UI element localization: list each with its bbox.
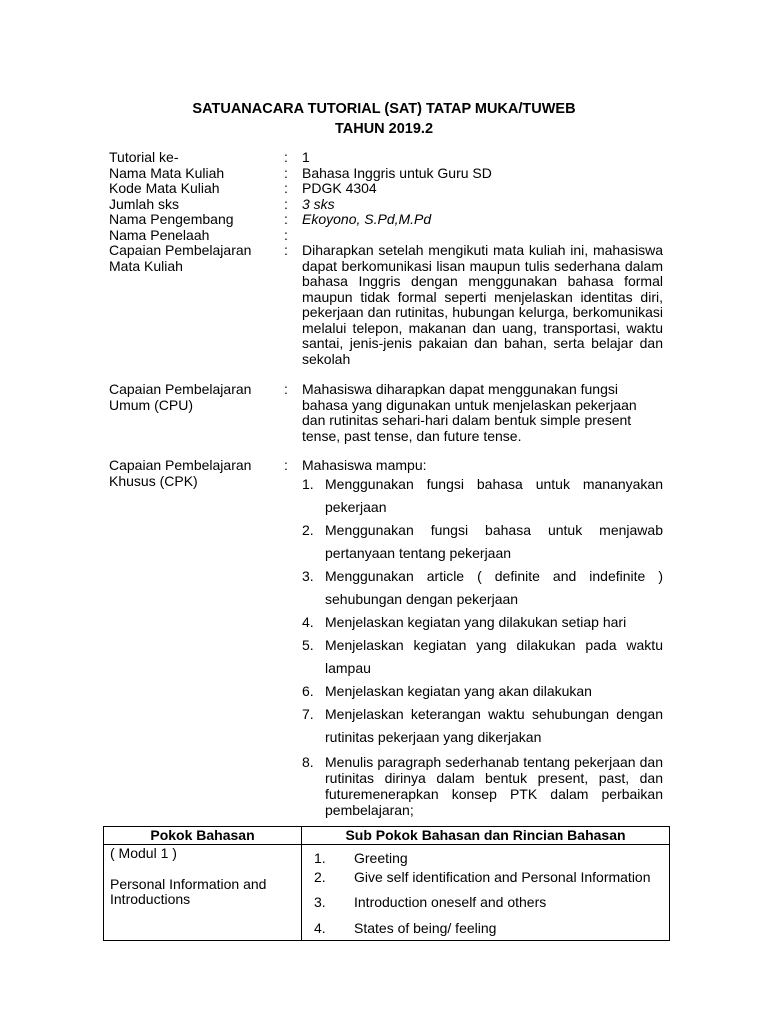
list-number: 1. bbox=[314, 850, 326, 866]
info-value: PDGK 4304 bbox=[302, 180, 377, 196]
colon: : bbox=[284, 211, 288, 227]
cpk-label-line2: Khusus (CPK) bbox=[109, 472, 198, 489]
list-number: 8. bbox=[302, 754, 314, 770]
list-text: Menjelaskan keterangan waktu sehubungan dengan rutinitas pekerjaan yang dikerjakan bbox=[325, 706, 663, 745]
table-row bbox=[104, 845, 670, 941]
document-year: TAHUN 2019.2 bbox=[334, 121, 434, 137]
colon: : bbox=[284, 242, 288, 258]
list-text: Menggunakan article ( definite and indefinite ) sehubungan dengan pekerjaan bbox=[325, 568, 663, 607]
info-value: 1 bbox=[302, 149, 310, 165]
list-text: Menjelaskan kegiatan yang dilakukan pada waktu lampau bbox=[325, 637, 663, 676]
info-value: 3 sks bbox=[302, 195, 335, 212]
table-header-pokok: Pokok Bahasan bbox=[104, 827, 302, 845]
list-item bbox=[302, 611, 663, 634]
info-label: Tutorial ke- bbox=[109, 149, 179, 165]
list-text: Menggunakan fungsi bahasa untuk mananyakan pekerjaan bbox=[325, 476, 663, 515]
cpmk-text: Diharapkan setelah mengikuti mata kuliah ini, mahasiswa dapat berkomunikasi lisan maupun tulis sederhana dalam bahasa Inggris dengan menggunakan bahasa formal maupun tidak formal seperti menjelaskan identitas diri, pekerjaan dan rutinitas, hubungan kelurga, berkomunikasi melalui telepon, makanan dan uang, transportasi, waktu santai, jenis-jenis pakaian dan bahan, serta belajar dan sekolah bbox=[302, 242, 663, 367]
document-title: SATUANACARA TUTORIAL (SAT) TATAP MUKA/TUWEB bbox=[192, 101, 576, 117]
info-label: Jumlah sks bbox=[109, 195, 180, 212]
list-number: 5. bbox=[302, 637, 314, 653]
list-item bbox=[302, 473, 663, 519]
list-number: 2. bbox=[314, 869, 326, 885]
info-label: Nama Penelaah bbox=[109, 226, 210, 243]
list-number: 1. bbox=[302, 476, 314, 492]
list-text: Introduction oneself and others bbox=[354, 894, 547, 910]
list-item bbox=[314, 894, 669, 910]
cpmk-label bbox=[109, 243, 281, 274]
info-value: Ekoyono, S.Pd,M.Pd bbox=[302, 211, 432, 227]
cpk-list bbox=[302, 473, 663, 818]
colon: : bbox=[284, 457, 288, 473]
colon: : bbox=[284, 381, 288, 397]
list-text: Menggunakan fungsi bahasa untuk menjawab pertanyaan tentang pekerjaan bbox=[325, 522, 663, 561]
info-label: Kode Mata Kuliah bbox=[109, 180, 220, 196]
list-number: 3. bbox=[314, 894, 326, 910]
table-header-sub-pokok: Sub Pokok Bahasan dan Rincian Bahasan bbox=[302, 827, 670, 845]
info-label: Nama Mata Kuliah bbox=[109, 164, 225, 181]
list-text: Menjelaskan kegiatan yang dilakukan setiap hari bbox=[325, 614, 627, 630]
list-text: Give self identification and Personal Information bbox=[354, 869, 651, 885]
list-text: Menulis paragraph sederhanab tentang pekerjaan dan rutinitas dirinya dalam bentuk present, past, dan futuremenerapkan konsep PTK dalam perbaikan pembelajaran; bbox=[325, 754, 663, 818]
topic-title: Personal Information and Introductions bbox=[110, 875, 267, 907]
info-label: Nama Pengembang bbox=[109, 211, 234, 227]
cpk-label bbox=[109, 458, 281, 489]
list-item bbox=[302, 565, 663, 611]
info-value: Bahasa Inggris untuk Guru SD bbox=[302, 164, 492, 181]
cpk-label-line1: Capaian Pembelajaran bbox=[109, 457, 252, 473]
list-item bbox=[302, 519, 663, 565]
list-item bbox=[314, 920, 669, 936]
colon: : bbox=[284, 180, 288, 196]
colon: : bbox=[284, 149, 288, 165]
topic-cell bbox=[104, 845, 302, 941]
list-number: 4. bbox=[314, 920, 326, 936]
cpu-label-line2: Umum (CPU) bbox=[109, 396, 193, 413]
list-number: 6. bbox=[302, 683, 314, 699]
list-item bbox=[302, 680, 663, 703]
list-item bbox=[302, 634, 663, 680]
list-number: 4. bbox=[302, 614, 314, 630]
cpk-intro: Mahasiswa mampu: bbox=[302, 457, 427, 473]
cpmk-label-line1: Capaian Pembelajaran bbox=[109, 242, 252, 258]
colon: : bbox=[284, 195, 288, 212]
cpmk-label-line2: Mata Kuliah bbox=[109, 257, 183, 274]
list-text: States of being/ feeling bbox=[354, 920, 497, 936]
list-item bbox=[314, 850, 669, 866]
cpu-label bbox=[109, 382, 281, 413]
colon: : bbox=[284, 164, 288, 181]
pokok-bahasan-table bbox=[103, 826, 670, 941]
module-label: ( Modul 1 ) bbox=[110, 845, 177, 861]
cpu-text: Mahasiswa diharapkan dapat menggunakan fungsi bahasa yang digunakan untuk menjelaskan pekerjaan dan rutinitas sehari-hari dalam bentuk simple present tense, past tense, dan future tense. bbox=[302, 381, 637, 444]
list-text: Greeting bbox=[354, 850, 408, 866]
sub-topic-list bbox=[302, 845, 669, 940]
table-header-row bbox=[104, 827, 670, 845]
colon: : bbox=[284, 226, 288, 243]
cpu-label-line1: Capaian Pembelajaran bbox=[109, 381, 252, 397]
list-text: Menjelaskan kegiatan yang akan dilakukan bbox=[325, 683, 592, 699]
list-number: 3. bbox=[302, 568, 314, 584]
list-number: 7. bbox=[302, 706, 314, 722]
list-number: 2. bbox=[302, 522, 314, 538]
list-item bbox=[302, 703, 663, 749]
list-item bbox=[314, 869, 669, 885]
list-item bbox=[302, 754, 663, 818]
sub-topic-cell bbox=[302, 845, 670, 941]
